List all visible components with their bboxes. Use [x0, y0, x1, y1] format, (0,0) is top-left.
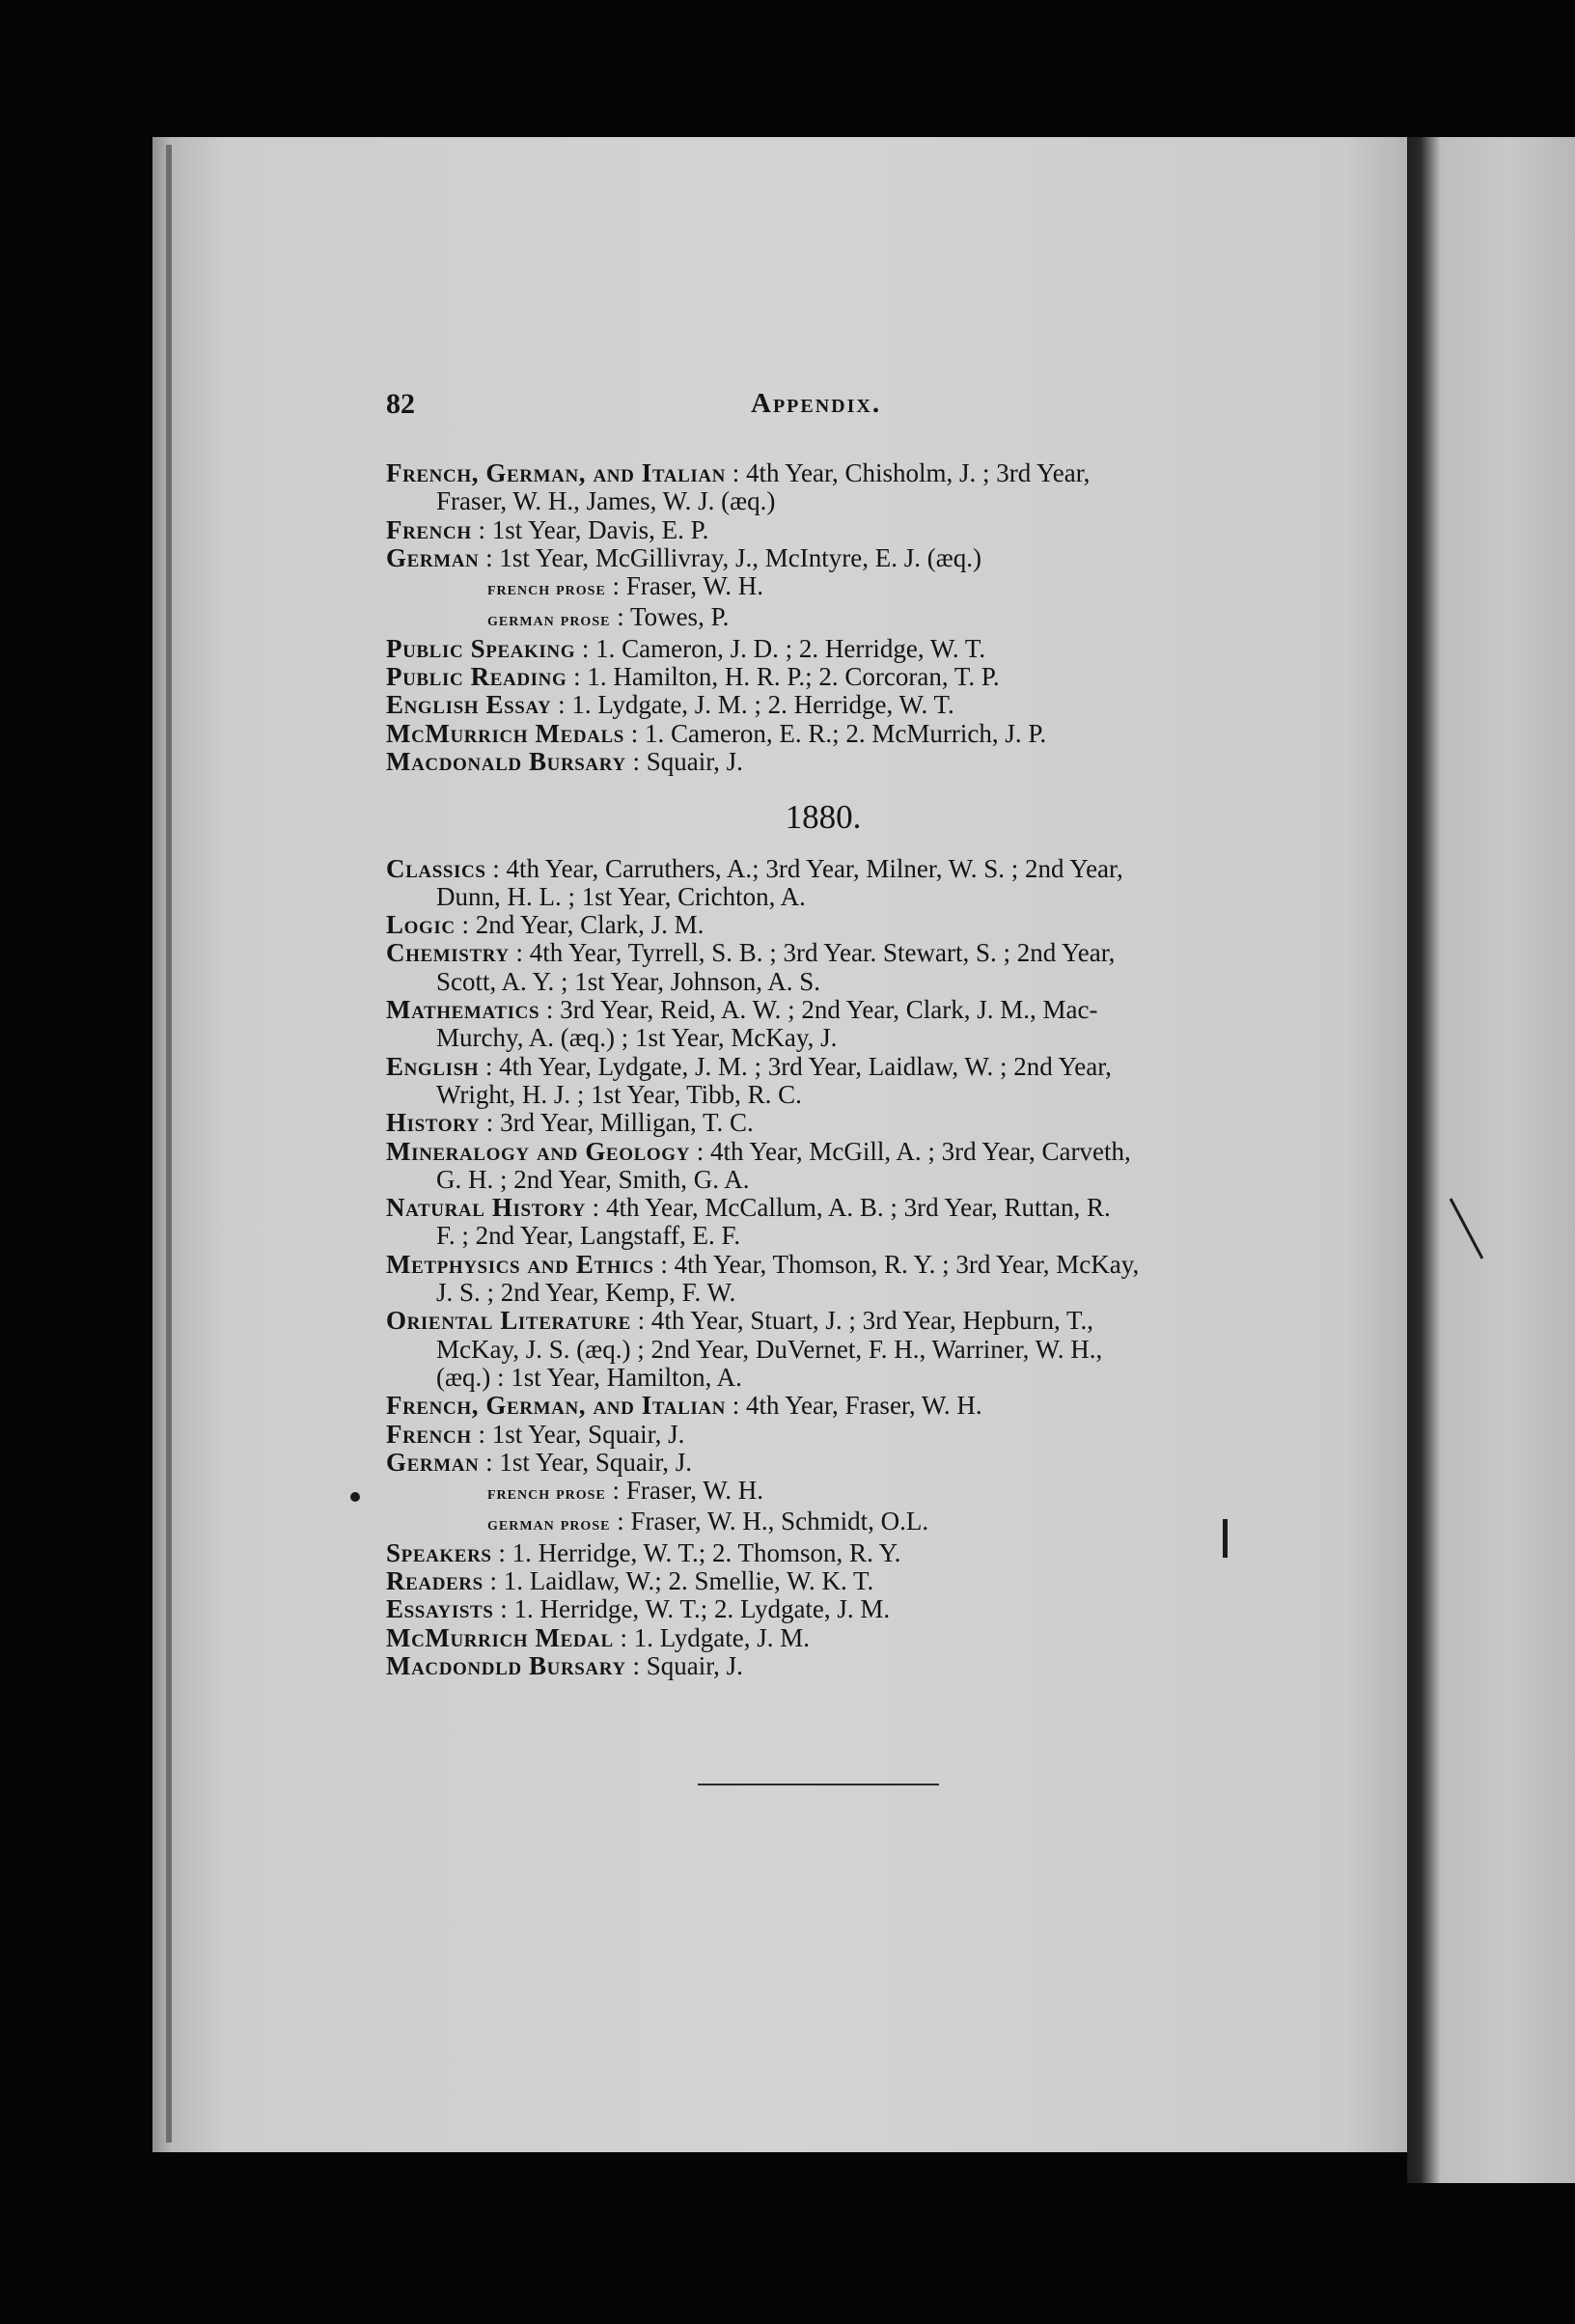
- subject-label: McMurrich Medal: [386, 1622, 614, 1652]
- prose-sublabel: german prose: [487, 1513, 611, 1536]
- subject-label: Speakers: [386, 1537, 492, 1567]
- award-entry: Classics : 4th Year, Carruthers, A.; 3rd Year, Milner, W. S. ; 2nd Year, Dunn, H. L. ; 1st Year, Crichton, A.: [386, 855, 1257, 912]
- subject-label: French, German, and Italian: [386, 1391, 726, 1421]
- prose-sublabel: french prose: [487, 578, 606, 600]
- subject-label: French: [386, 514, 472, 544]
- award-text: Fraser, W. H.: [625, 1476, 763, 1506]
- award-text: Towes, P.: [629, 602, 730, 632]
- subject-label: History: [386, 1108, 481, 1138]
- subject-label: Natural History: [386, 1193, 586, 1223]
- award-entry: Chemistry : 4th Year, Tyrrell, S. B. ; 3rd Year. Stewart, S. ; 2nd Year, Scott, A. Y. ; 1st Year, Johnson, A. S.: [386, 939, 1257, 996]
- award-text: 1. Hamilton, H. R. P.; 2. Corcoran, T. P.: [587, 662, 1000, 692]
- award-entry: german prose : Towes, P.: [386, 603, 1257, 634]
- subject-label: Macdondld Bursary: [386, 1650, 626, 1680]
- subject-label: Mineralogy and Geology: [386, 1136, 690, 1166]
- award-text: Fraser, W. H.: [625, 571, 763, 601]
- award-continuation: Scott, A. Y. ; 1st Year, Johnson, A. S.: [436, 966, 820, 996]
- award-text: 4th Year, Stuart, J. ; 3rd Year, Hepburn, T.,: [650, 1306, 1093, 1336]
- award-entry: Public Speaking : 1. Cameron, J. D. ; 2. Herridge, W. T.: [386, 633, 986, 663]
- award-entry: McMurrich Medal : 1. Lydgate, J. M.: [386, 1622, 811, 1652]
- award-entry: Metphysics and Ethics : 4th Year, Thomson, R. Y. ; 3rd Year, McKay, J. S. ; 2nd Year, Kemp, F. W.: [386, 1251, 1257, 1308]
- award-entry: Public Reading : 1. Hamilton, H. R. P.; 2. Corcoran, T. P.: [386, 662, 1000, 692]
- award-text: Squair, J.: [646, 1650, 743, 1680]
- award-text: 1. Laidlaw, W.; 2. Smellie, W. K. T.: [503, 1565, 874, 1595]
- award-continuation: Murchy, A. (æq.) ; 1st Year, McKay, J.: [436, 1023, 838, 1053]
- award-continuation: F. ; 2nd Year, Langstaff, E. F.: [436, 1221, 741, 1251]
- award-entry: german prose : Fraser, W. H., Schmidt, O.L.: [386, 1508, 1257, 1538]
- scan-mark: [1223, 1519, 1228, 1558]
- award-continuation: Wright, H. J. ; 1st Year, Tibb, R. C.: [436, 1079, 802, 1109]
- award-text: 1st Year, Davis, E. P.: [491, 514, 709, 544]
- award-entry: Logic : 2nd Year, Clark, J. M.: [386, 910, 705, 940]
- award-text: 4th Year, McGill, A. ; 3rd Year, Carveth,: [709, 1136, 1131, 1166]
- award-text: 4th Year, Lydgate, J. M. ; 3rd Year, Laidlaw, W. ; 2nd Year,: [499, 1051, 1112, 1081]
- award-text: 4th Year, Thomson, R. Y. ; 3rd Year, McKay,: [674, 1249, 1140, 1279]
- subject-label: Readers: [386, 1565, 484, 1595]
- prose-sublabel: german prose: [487, 609, 611, 631]
- award-entry: French : 1st Year, Davis, E. P.: [386, 514, 709, 544]
- subject-label: Mathematics: [386, 995, 540, 1025]
- subject-label: German: [386, 542, 480, 572]
- award-text: 1. Cameron, J. D. ; 2. Herridge, W. T.: [595, 633, 986, 663]
- award-text: 4th Year, Chisholm, J. ; 3rd Year,: [746, 458, 1091, 487]
- subject-label: Oriental Literature: [386, 1306, 631, 1336]
- award-entry: Speakers : 1. Herridge, W. T.; 2. Thomson, R. Y.: [386, 1537, 901, 1567]
- award-text: Squair, J.: [646, 746, 743, 776]
- award-entry: Mathematics : 3rd Year, Reid, A. W. ; 2nd Year, Clark, J. M., Mac- Murchy, A. (æq.) ; 1st Year, McKay, J.: [386, 996, 1257, 1053]
- subject-label: McMurrich Medals: [386, 718, 624, 748]
- running-head: Appendix.: [751, 388, 882, 419]
- page-number: 82: [386, 388, 415, 420]
- award-entry: Oriental Literature : 4th Year, Stuart, J. ; 3rd Year, Hepburn, T., McKay, J. S. (æq.) ; 2nd Year, DuVernet, F. H., Warriner, W. H., (æq.) : 1st Year, Hamilton, A.: [386, 1307, 1257, 1392]
- subject-label: English: [386, 1051, 480, 1081]
- award-text: 1. Herridge, W. T.; 2. Lydgate, J. M.: [513, 1594, 891, 1624]
- award-text: 4th Year, McCallum, A. B. ; 3rd Year, Ruttan, R.: [605, 1193, 1111, 1223]
- subject-label: Classics: [386, 853, 486, 883]
- page-edge: [166, 145, 172, 2143]
- award-continuation: J. S. ; 2nd Year, Kemp, F. W.: [436, 1278, 736, 1308]
- award-entry: German : 1st Year, McGillivray, J., McIntyre, E. J. (æq.): [386, 542, 981, 572]
- award-text: 1. Herridge, W. T.; 2. Thomson, R. Y.: [511, 1537, 901, 1567]
- award-text: 1. Lydgate, J. M. ; 2. Herridge, W. T.: [571, 690, 954, 720]
- award-entry: English Essay : 1. Lydgate, J. M. ; 2. Herridge, W. T.: [386, 690, 954, 720]
- award-entry: History : 3rd Year, Milligan, T. C.: [386, 1108, 754, 1138]
- award-entry: McMurrich Medals : 1. Cameron, E. R.; 2. McMurrich, J. P.: [386, 718, 1047, 748]
- award-text: 3rd Year, Reid, A. W. ; 2nd Year, Clark, J. M., Mac-: [560, 995, 1098, 1025]
- section-1879: [386, 459, 1257, 776]
- year-heading: 1880.: [785, 798, 862, 837]
- award-entry: french prose : Fraser, W. H.: [386, 1477, 1257, 1508]
- award-entry: Readers : 1. Laidlaw, W.; 2. Smellie, W. K. T.: [386, 1565, 874, 1595]
- award-continuation: (æq.) : 1st Year, Hamilton, A.: [436, 1362, 742, 1392]
- section-1880: [386, 855, 1257, 1681]
- award-entry: French, German, and Italian : 4th Year, Fraser, W. H.: [386, 1391, 982, 1421]
- page-header: [386, 388, 1251, 427]
- award-entry: German : 1st Year, Squair, J.: [386, 1447, 692, 1477]
- award-text: Fraser, W. H., Schmidt, O.L.: [630, 1507, 929, 1536]
- award-text: 4th Year, Fraser, W. H.: [746, 1391, 982, 1421]
- subject-label: English Essay: [386, 690, 552, 720]
- subject-label: German: [386, 1447, 480, 1477]
- subject-label: Logic: [386, 910, 456, 940]
- award-entry: English : 4th Year, Lydgate, J. M. ; 3rd Year, Laidlaw, W. ; 2nd Year, Wright, H. J. ; 1st Year, Tibb, R. C.: [386, 1053, 1257, 1110]
- award-text: 4th Year, Carruthers, A.; 3rd Year, Milner, W. S. ; 2nd Year,: [506, 853, 1123, 883]
- body-text: [386, 459, 1257, 1680]
- prose-sublabel: french prose: [487, 1482, 606, 1505]
- award-entry: Macdondld Bursary : Squair, J.: [386, 1650, 743, 1680]
- award-continuation: G. H. ; 2nd Year, Smith, G. A.: [436, 1164, 750, 1194]
- award-text: 3rd Year, Milligan, T. C.: [500, 1108, 754, 1138]
- subject-label: French: [386, 1419, 472, 1449]
- subject-label: Public Reading: [386, 662, 567, 692]
- award-entry: Macdonald Bursary : Squair, J.: [386, 746, 743, 776]
- subject-label: Chemistry: [386, 938, 510, 968]
- facing-page-edge: [1407, 137, 1575, 2183]
- award-entry: Essayists : 1. Herridge, W. T.; 2. Lydgate, J. M.: [386, 1594, 891, 1624]
- award-text: 1st Year, McGillivray, J., McIntyre, E. J. (æq.): [499, 542, 981, 572]
- award-entry: Mineralogy and Geology : 4th Year, McGill, A. ; 3rd Year, Carveth, G. H. ; 2nd Year, Smith, G. A.: [386, 1138, 1257, 1195]
- subject-label: Public Speaking: [386, 633, 576, 663]
- award-text: 1. Lydgate, J. M.: [633, 1622, 811, 1652]
- closing-rule: [698, 1784, 939, 1785]
- subject-label: French, German, and Italian: [386, 458, 726, 487]
- scan-mark: [350, 1492, 360, 1502]
- award-continuation: Dunn, H. L. ; 1st Year, Crichton, A.: [436, 881, 806, 911]
- award-text: 4th Year, Tyrrell, S. B. ; 3rd Year. Stewart, S. ; 2nd Year,: [529, 938, 1116, 968]
- award-entry: french prose : Fraser, W. H.: [386, 572, 1257, 603]
- subject-label: Macdonald Bursary: [386, 746, 626, 776]
- award-text: 1. Cameron, E. R.; 2. McMurrich, J. P.: [644, 718, 1047, 748]
- award-continuation: Fraser, W. H., James, W. J. (æq.): [436, 486, 776, 516]
- subject-label: Metphysics and Ethics: [386, 1249, 654, 1279]
- award-text: 2nd Year, Clark, J. M.: [475, 910, 705, 940]
- award-entry: Natural History : 4th Year, McCallum, A. B. ; 3rd Year, Ruttan, R. F. ; 2nd Year, Langstaff, E. F.: [386, 1194, 1257, 1251]
- award-continuation: McKay, J. S. (æq.) ; 2nd Year, DuVernet, F. H., Warriner, W. H.,: [436, 1334, 1103, 1364]
- subject-label: Essayists: [386, 1594, 494, 1624]
- award-text: 1st Year, Squair, J.: [499, 1447, 692, 1477]
- award-entry: French, German, and Italian : 4th Year, Chisholm, J. ; 3rd Year, Fraser, W. H., James, W. J. (æq.): [386, 459, 1257, 516]
- award-text: 1st Year, Squair, J.: [491, 1419, 685, 1449]
- award-entry: French : 1st Year, Squair, J.: [386, 1419, 685, 1449]
